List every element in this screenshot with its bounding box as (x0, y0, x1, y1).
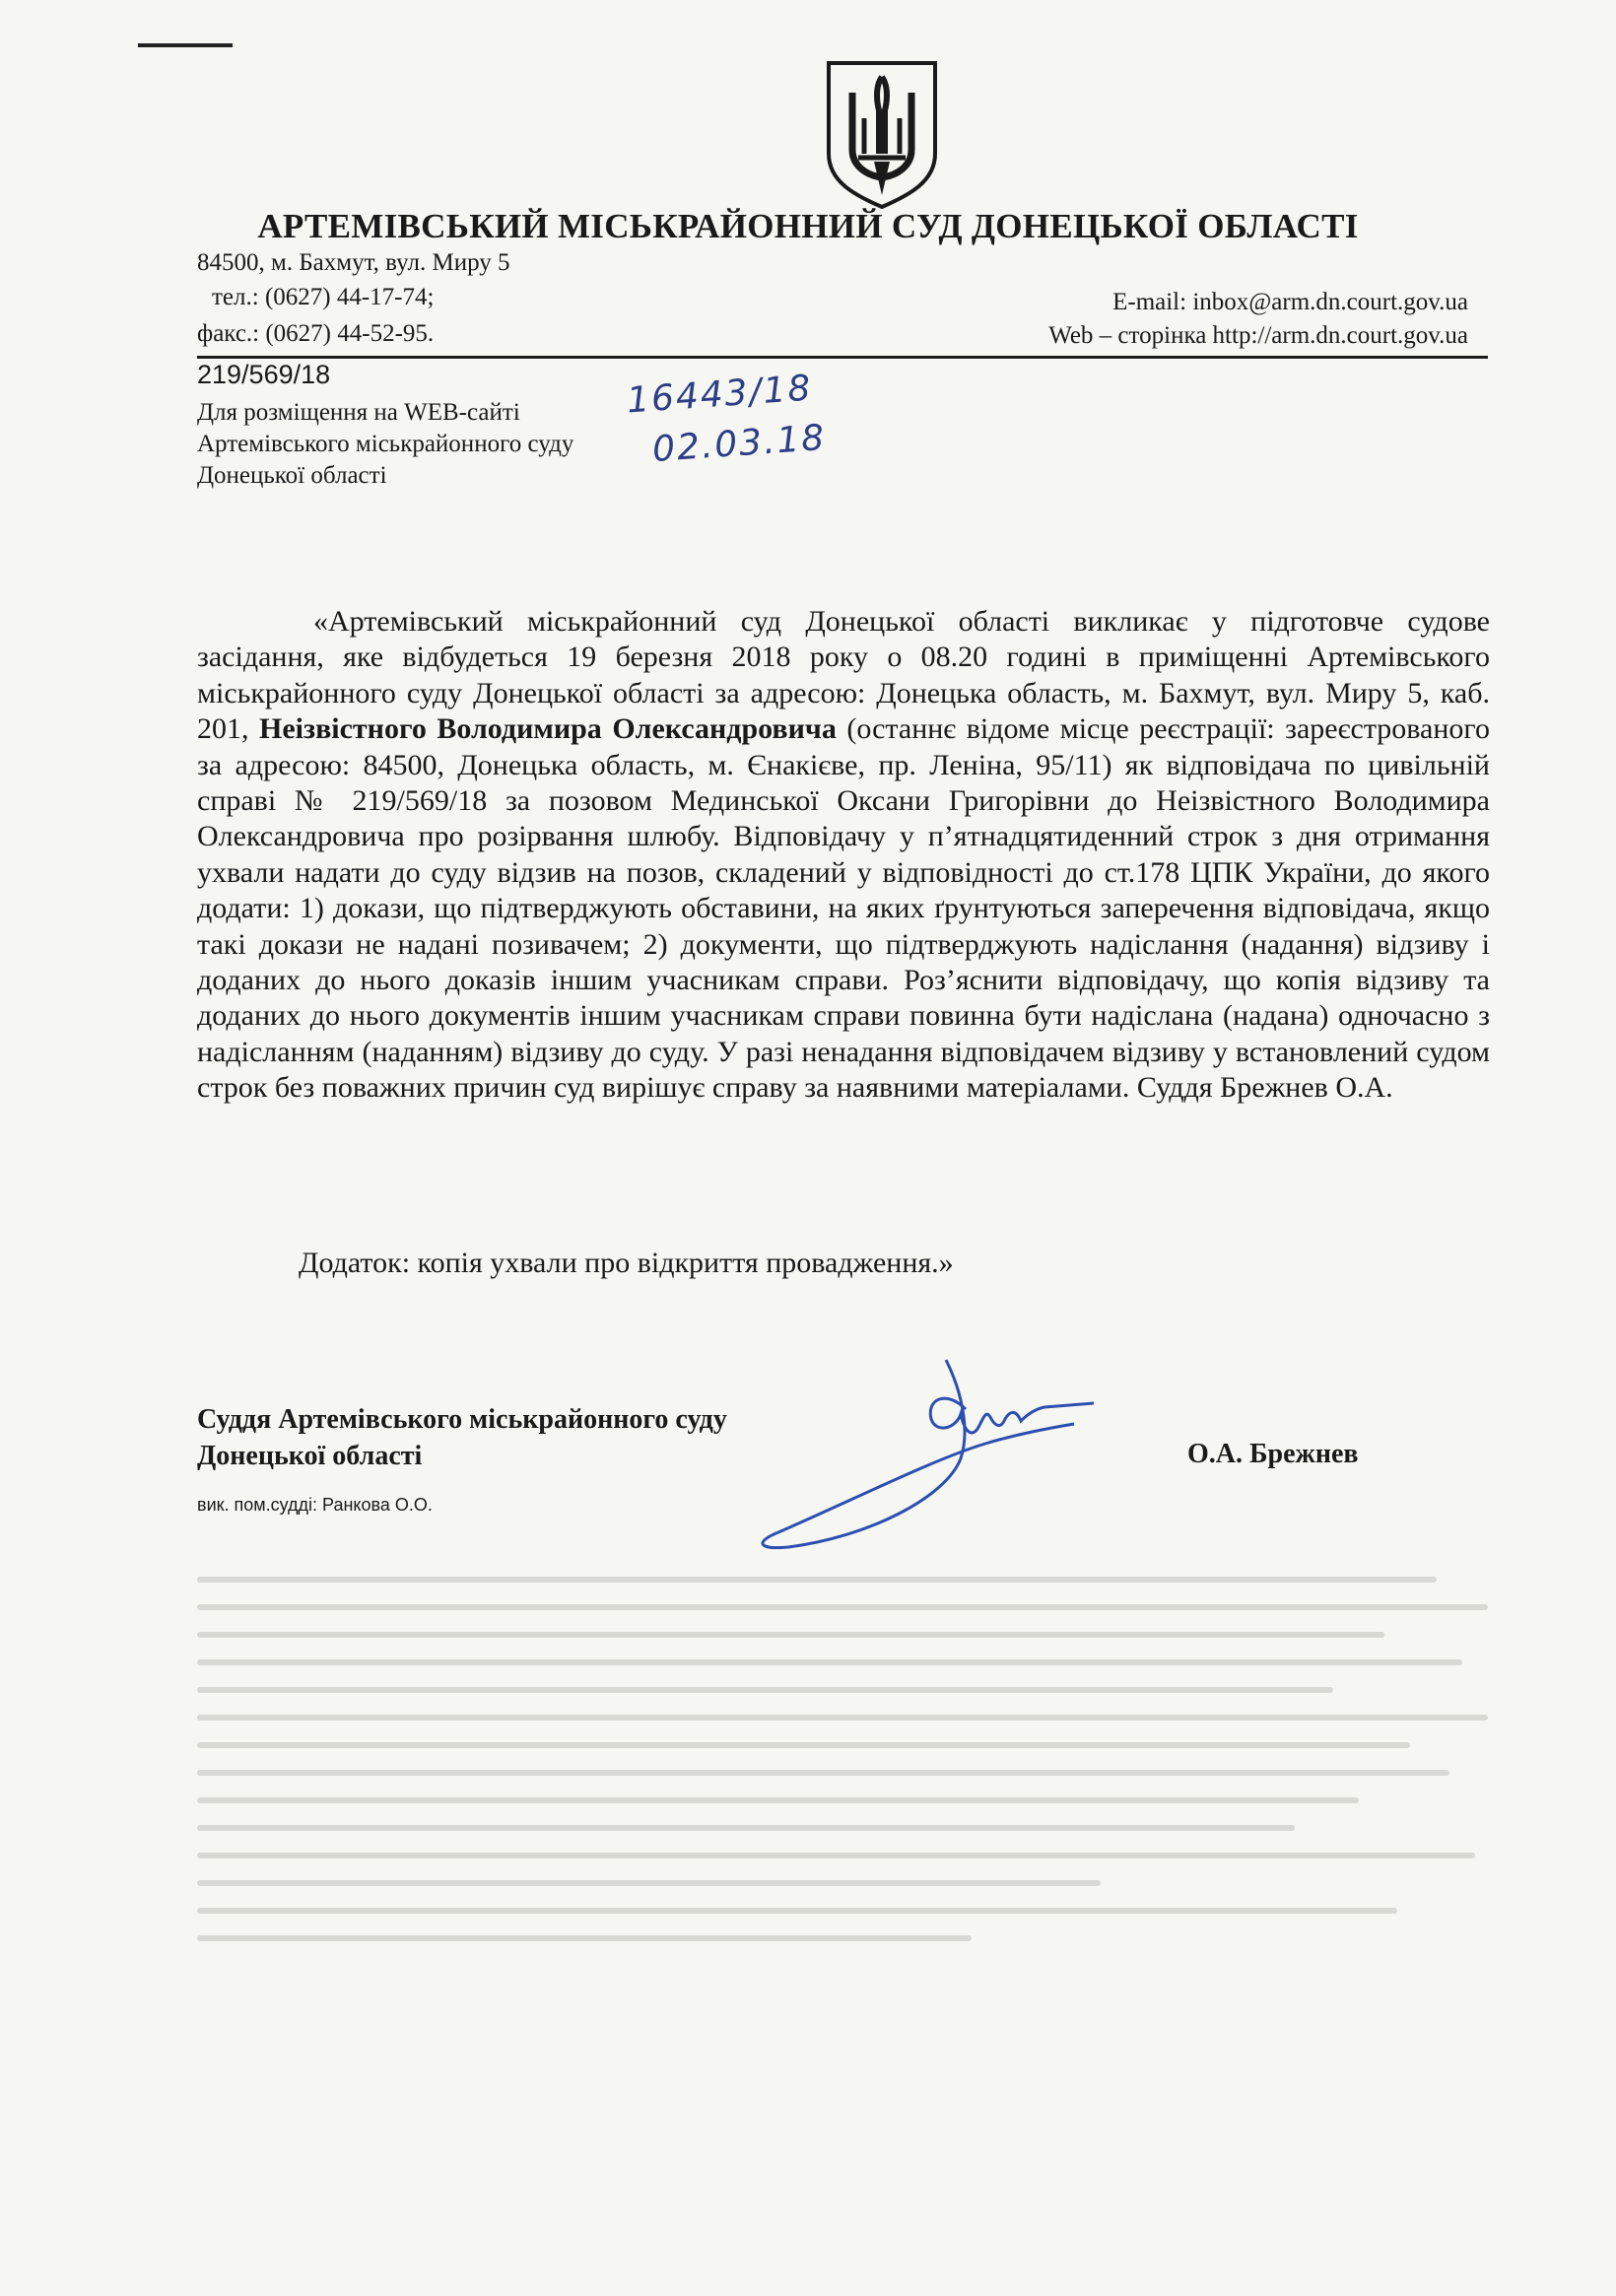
defendant-name: Неізвістного Володимира Олександровича (259, 712, 837, 746)
summons-body (197, 604, 1490, 1107)
handwritten-date: 02.03.18 (650, 417, 828, 471)
signature-title-line2: Донецької області (197, 1441, 423, 1471)
clerk-note: вик. пом.судді: Ранкова О.О. (197, 1495, 433, 1515)
court-fax: факс.: (0627) 44-52-95. (197, 320, 435, 347)
handwritten-signature (749, 1350, 1202, 1567)
summons-text-part1: «Артемівський міськрайонний суд Донецької області викликає у підготовче судове засідання, яке відбудеться 19 березня 2018 року о 08.20 годині в приміщенні Артемівського міськрайонного суду Донецької області за адресою: Донецька область, м. Бахмут, вул. Миру 5, каб. 201, (197, 605, 1490, 746)
court-phone: тел.: (0627) 44-17-74; (212, 284, 435, 310)
signature-title (197, 1401, 727, 1474)
coat-of-arms-icon (823, 59, 941, 209)
header-divider (197, 356, 1488, 359)
court-address: 84500, м. Бахмут, вул. Миру 5 (197, 249, 510, 276)
signature-title-line1: Суддя Артемівського міськрайонного суду (197, 1404, 727, 1435)
court-website: Web – сторінка http://arm.dn.court.gov.ua (1048, 322, 1468, 349)
handwritten-registration-number: 16443/18 (625, 368, 814, 422)
publish-note: Для розміщення на WEB-сайті Артемівського міськрайонного суду Донецької області (197, 399, 574, 489)
court-email: E-mail: inbox@arm.dn.court.gov.ua (1112, 289, 1468, 315)
case-number: 219/569/18 (197, 360, 331, 389)
judge-name: О.А. Брежнев (1187, 1439, 1359, 1469)
court-name-heading: АРТЕМІВСЬКИЙ МІСЬКРАЙОННИЙ СУД ДОНЕЦЬКОЇ ОБЛАСТІ (257, 207, 1359, 245)
summons-text-part2: (останнє відоме місце реєстрації: зареєстрованого за адресою: 84500, Донецька область, м. Єнакієве, пр. Леніна, 95/11) як відповідача по цивільній справі № 219/569/18 за позовом Мединської Оксани Григорівни до Неізвістного Володимира Олександровича про розірвання шлюбу. Відповідачу у п’ятнадцятиденний строк з дня отримання ухвали надати до суду відзив на позов, складений у відповідності до ст.178 ЦПК України, до якого додати: 1) докази, що підтверджують обставини, на яких ґрунтуються заперечення відповідача, якщо такі докази не надані позивачем; 2) документи, що підтверджують надіслання (надання) відзиву і доданих до нього доказів іншим учасникам справи. Роз’яснити відповідачу, що копія відзиву та доданих до нього документів іншим учасникам справи повинна бути надіслана (надана) одночасно з надісланням (наданням) відзиву до суду. У разі ненадання відповідачем відзиву у встановлений судом строк без поважних причин суд вирішує справу за наявними матеріалами. Суддя Брежнев О.А. (197, 712, 1490, 1105)
scan-edge-mark (138, 43, 233, 47)
bleed-through-text (197, 1577, 1488, 2089)
attachment-note: Додаток: копія ухвали про відкриття провадження.» (299, 1247, 954, 1279)
